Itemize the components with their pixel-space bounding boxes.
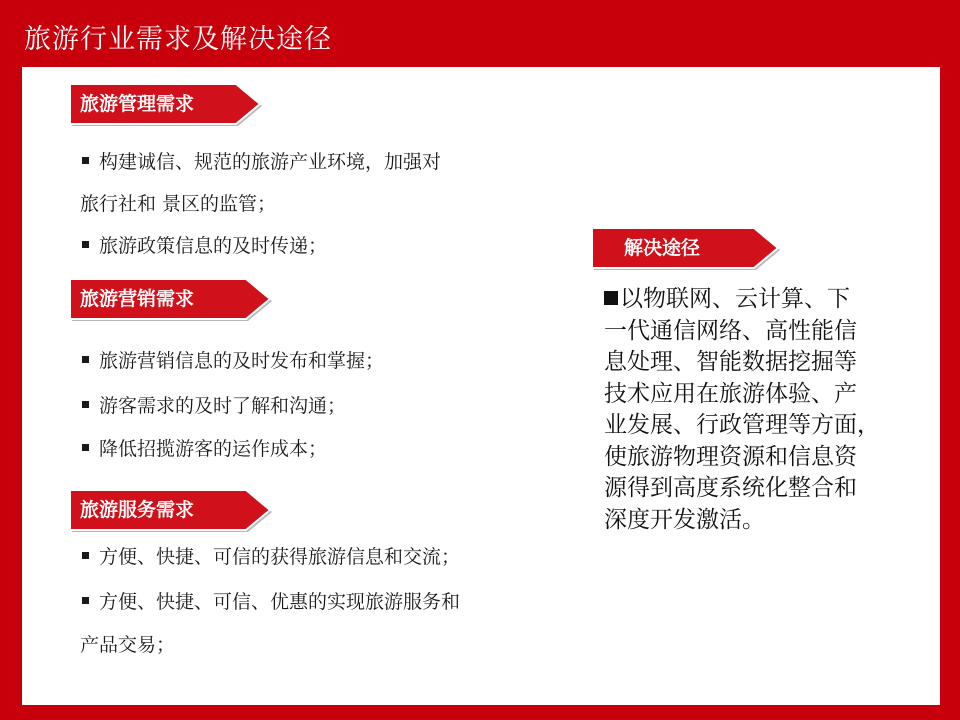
solution-line: 深度开发激活。 bbox=[604, 506, 765, 533]
square-bullet-icon bbox=[82, 552, 89, 559]
section-tag-management bbox=[68, 82, 268, 126]
list-item: 旅游政策信息的及时传递； bbox=[82, 234, 327, 258]
list-item-continuation: 产品交易； bbox=[80, 634, 176, 656]
section-tag-label: 旅游管理需求 bbox=[80, 93, 195, 115]
list-item: 构建诚信、规范的旅游产业环境，加强对 bbox=[82, 150, 441, 174]
square-bullet-icon bbox=[82, 444, 89, 451]
solution-line: 技术应用在旅游体验、产 bbox=[604, 380, 857, 407]
square-bullet-icon bbox=[82, 597, 89, 604]
section-tag-label: 旅游营销需求 bbox=[80, 288, 195, 310]
solution-tag bbox=[590, 226, 786, 270]
list-item: 旅游营销信息的及时发布和掌握； bbox=[82, 349, 384, 373]
list-item: 游客需求的及时了解和沟通； bbox=[82, 394, 346, 418]
list-item: 方便、快捷、可信、优惠的实现旅游服务和 bbox=[82, 590, 460, 614]
square-bullet-icon bbox=[604, 291, 618, 305]
list-item: 方便、快捷、可信的获得旅游信息和交流； bbox=[82, 545, 460, 569]
solution-line: 业发展、行政管理等方面， bbox=[604, 412, 880, 438]
solution-line: 一代通信网络、高性能信 bbox=[604, 317, 857, 344]
solution-line: 息处理、智能数据挖掘等 bbox=[604, 349, 857, 375]
square-bullet-icon bbox=[82, 401, 89, 408]
solution-line: 使旅游物理资源和信息资 bbox=[604, 443, 857, 470]
square-bullet-icon bbox=[82, 241, 89, 248]
solution-line: 源得到高度系统化整合和 bbox=[604, 475, 857, 501]
slide-title: 旅游行业需求及解决途径 bbox=[24, 24, 332, 55]
list-item-continuation: 旅行社和 景区的监管； bbox=[80, 193, 277, 215]
solution-tag-label: 解决途径 bbox=[624, 237, 701, 259]
section-tag-marketing bbox=[68, 277, 278, 321]
square-bullet-icon bbox=[82, 157, 89, 164]
square-bullet-icon bbox=[82, 356, 89, 363]
list-item: 降低招揽游客的运作成本； bbox=[82, 437, 327, 461]
section-tag-label: 旅游服务需求 bbox=[80, 499, 195, 521]
solution-line: 以物联网、云计算、下 bbox=[604, 284, 904, 316]
section-tag-service bbox=[68, 488, 278, 532]
solution-paragraph bbox=[604, 284, 904, 536]
